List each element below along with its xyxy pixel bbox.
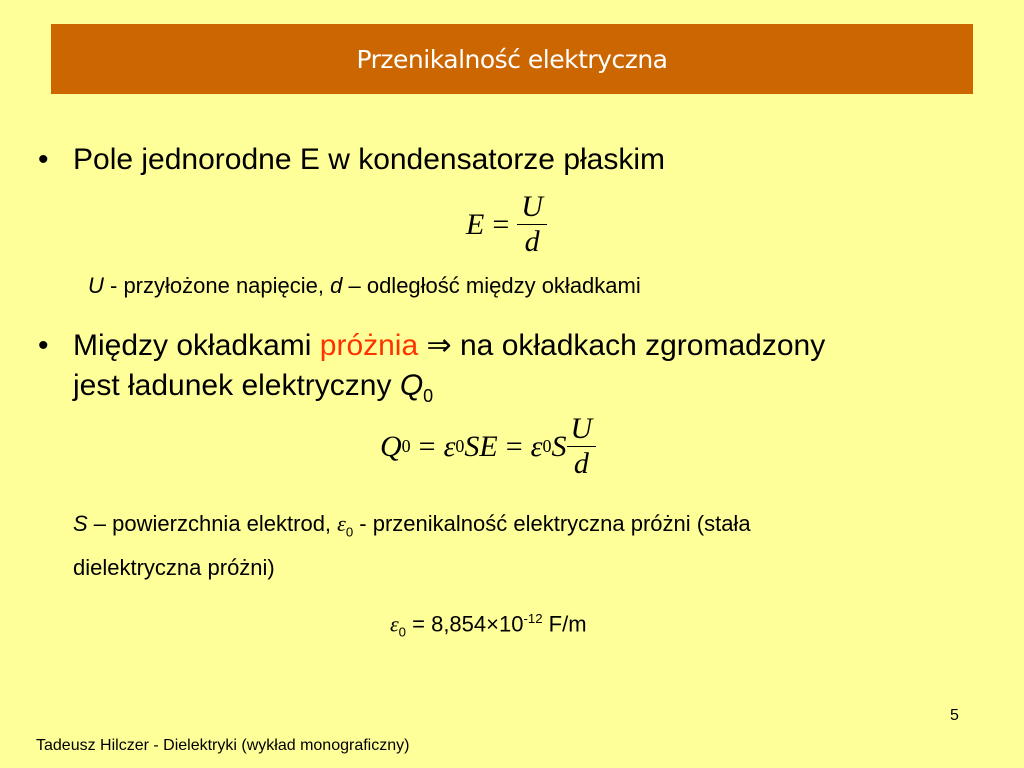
const-unit: F/m: [542, 611, 587, 637]
equation-field-strength: [466, 190, 547, 259]
note1-d-desc: – odległość między okładkami: [342, 273, 641, 298]
note2-line-2: dielektryczna próżni): [73, 555, 275, 581]
bullet2-text-b: na okładkach zgromadzony: [451, 329, 826, 362]
note2-s-symbol: S: [73, 511, 88, 536]
note1-u-desc: - przyłożone napięcie,: [103, 273, 331, 298]
eq1-numerator: U: [521, 190, 543, 223]
eq2-q-sub: 0: [401, 436, 411, 456]
implies-arrow-icon: ⇒: [426, 329, 452, 362]
footer: Tadeusz Hilczer - Dielektryki (wykład monograficzny): [36, 737, 410, 754]
bullet-marker: •: [38, 143, 49, 176]
title-bar: [51, 24, 973, 94]
const-exponent: -12: [523, 611, 543, 626]
eq2-equals-1: =: [418, 429, 436, 463]
bullet2-text-a: Między okładkami: [73, 329, 320, 362]
bullet-marker: •: [38, 329, 49, 362]
eq2-s: S: [551, 429, 567, 463]
const-epsilon-sub: 0: [398, 624, 407, 640]
eq2-epsilon-2-sub: 0: [542, 436, 552, 456]
note2-epsilon-desc: - przenikalność elektryczna próżni (stała: [353, 511, 751, 536]
page-number: 5: [950, 707, 959, 724]
note-1: [88, 268, 641, 304]
permittivity-constant: [390, 601, 587, 651]
eq2-equals-2: =: [505, 429, 523, 463]
bullet2-q-symbol: Q: [399, 369, 424, 402]
equation-charge: [380, 412, 596, 481]
eq2-se: SE: [464, 429, 498, 463]
eq2-numerator: U: [570, 412, 593, 445]
const-times: ×: [486, 611, 500, 637]
note2-epsilon: ε: [337, 511, 346, 536]
note1-u-symbol: U: [88, 273, 104, 298]
eq1-denominator: d: [524, 225, 540, 258]
note2-s-desc: – powierzchnia elektrod,: [87, 511, 338, 536]
eq1-fraction: [517, 190, 547, 259]
eq2-epsilon-2: ε: [530, 429, 543, 463]
note1-d-symbol: d: [330, 273, 343, 298]
eq2-fraction: [567, 412, 597, 481]
note2-epsilon-sub: 0: [345, 524, 354, 540]
eq2-epsilon: ε: [443, 429, 456, 463]
slide-title: Przenikalność elektryczna: [356, 44, 668, 74]
eq2-denominator: d: [573, 447, 589, 480]
bullet2-highlight: próżnia: [319, 329, 419, 362]
eq2-epsilon-sub: 0: [455, 436, 465, 456]
eq2-q: Q: [380, 429, 402, 463]
bullet2-text-c: jest ładunek elektryczny: [73, 369, 400, 402]
bullet2-q-subscript: 0: [423, 386, 434, 406]
eq1-equals: =: [492, 207, 510, 241]
eq1-lhs: E: [466, 207, 485, 241]
const-value: = 8,854: [406, 611, 487, 637]
note-2: [73, 506, 751, 586]
bullet-2-text: [73, 326, 825, 416]
bullet-1-text: Pole jednorodne E w kondensatorze płaskim: [73, 143, 666, 176]
const-base: 10: [499, 611, 524, 637]
const-epsilon: ε: [390, 611, 399, 637]
